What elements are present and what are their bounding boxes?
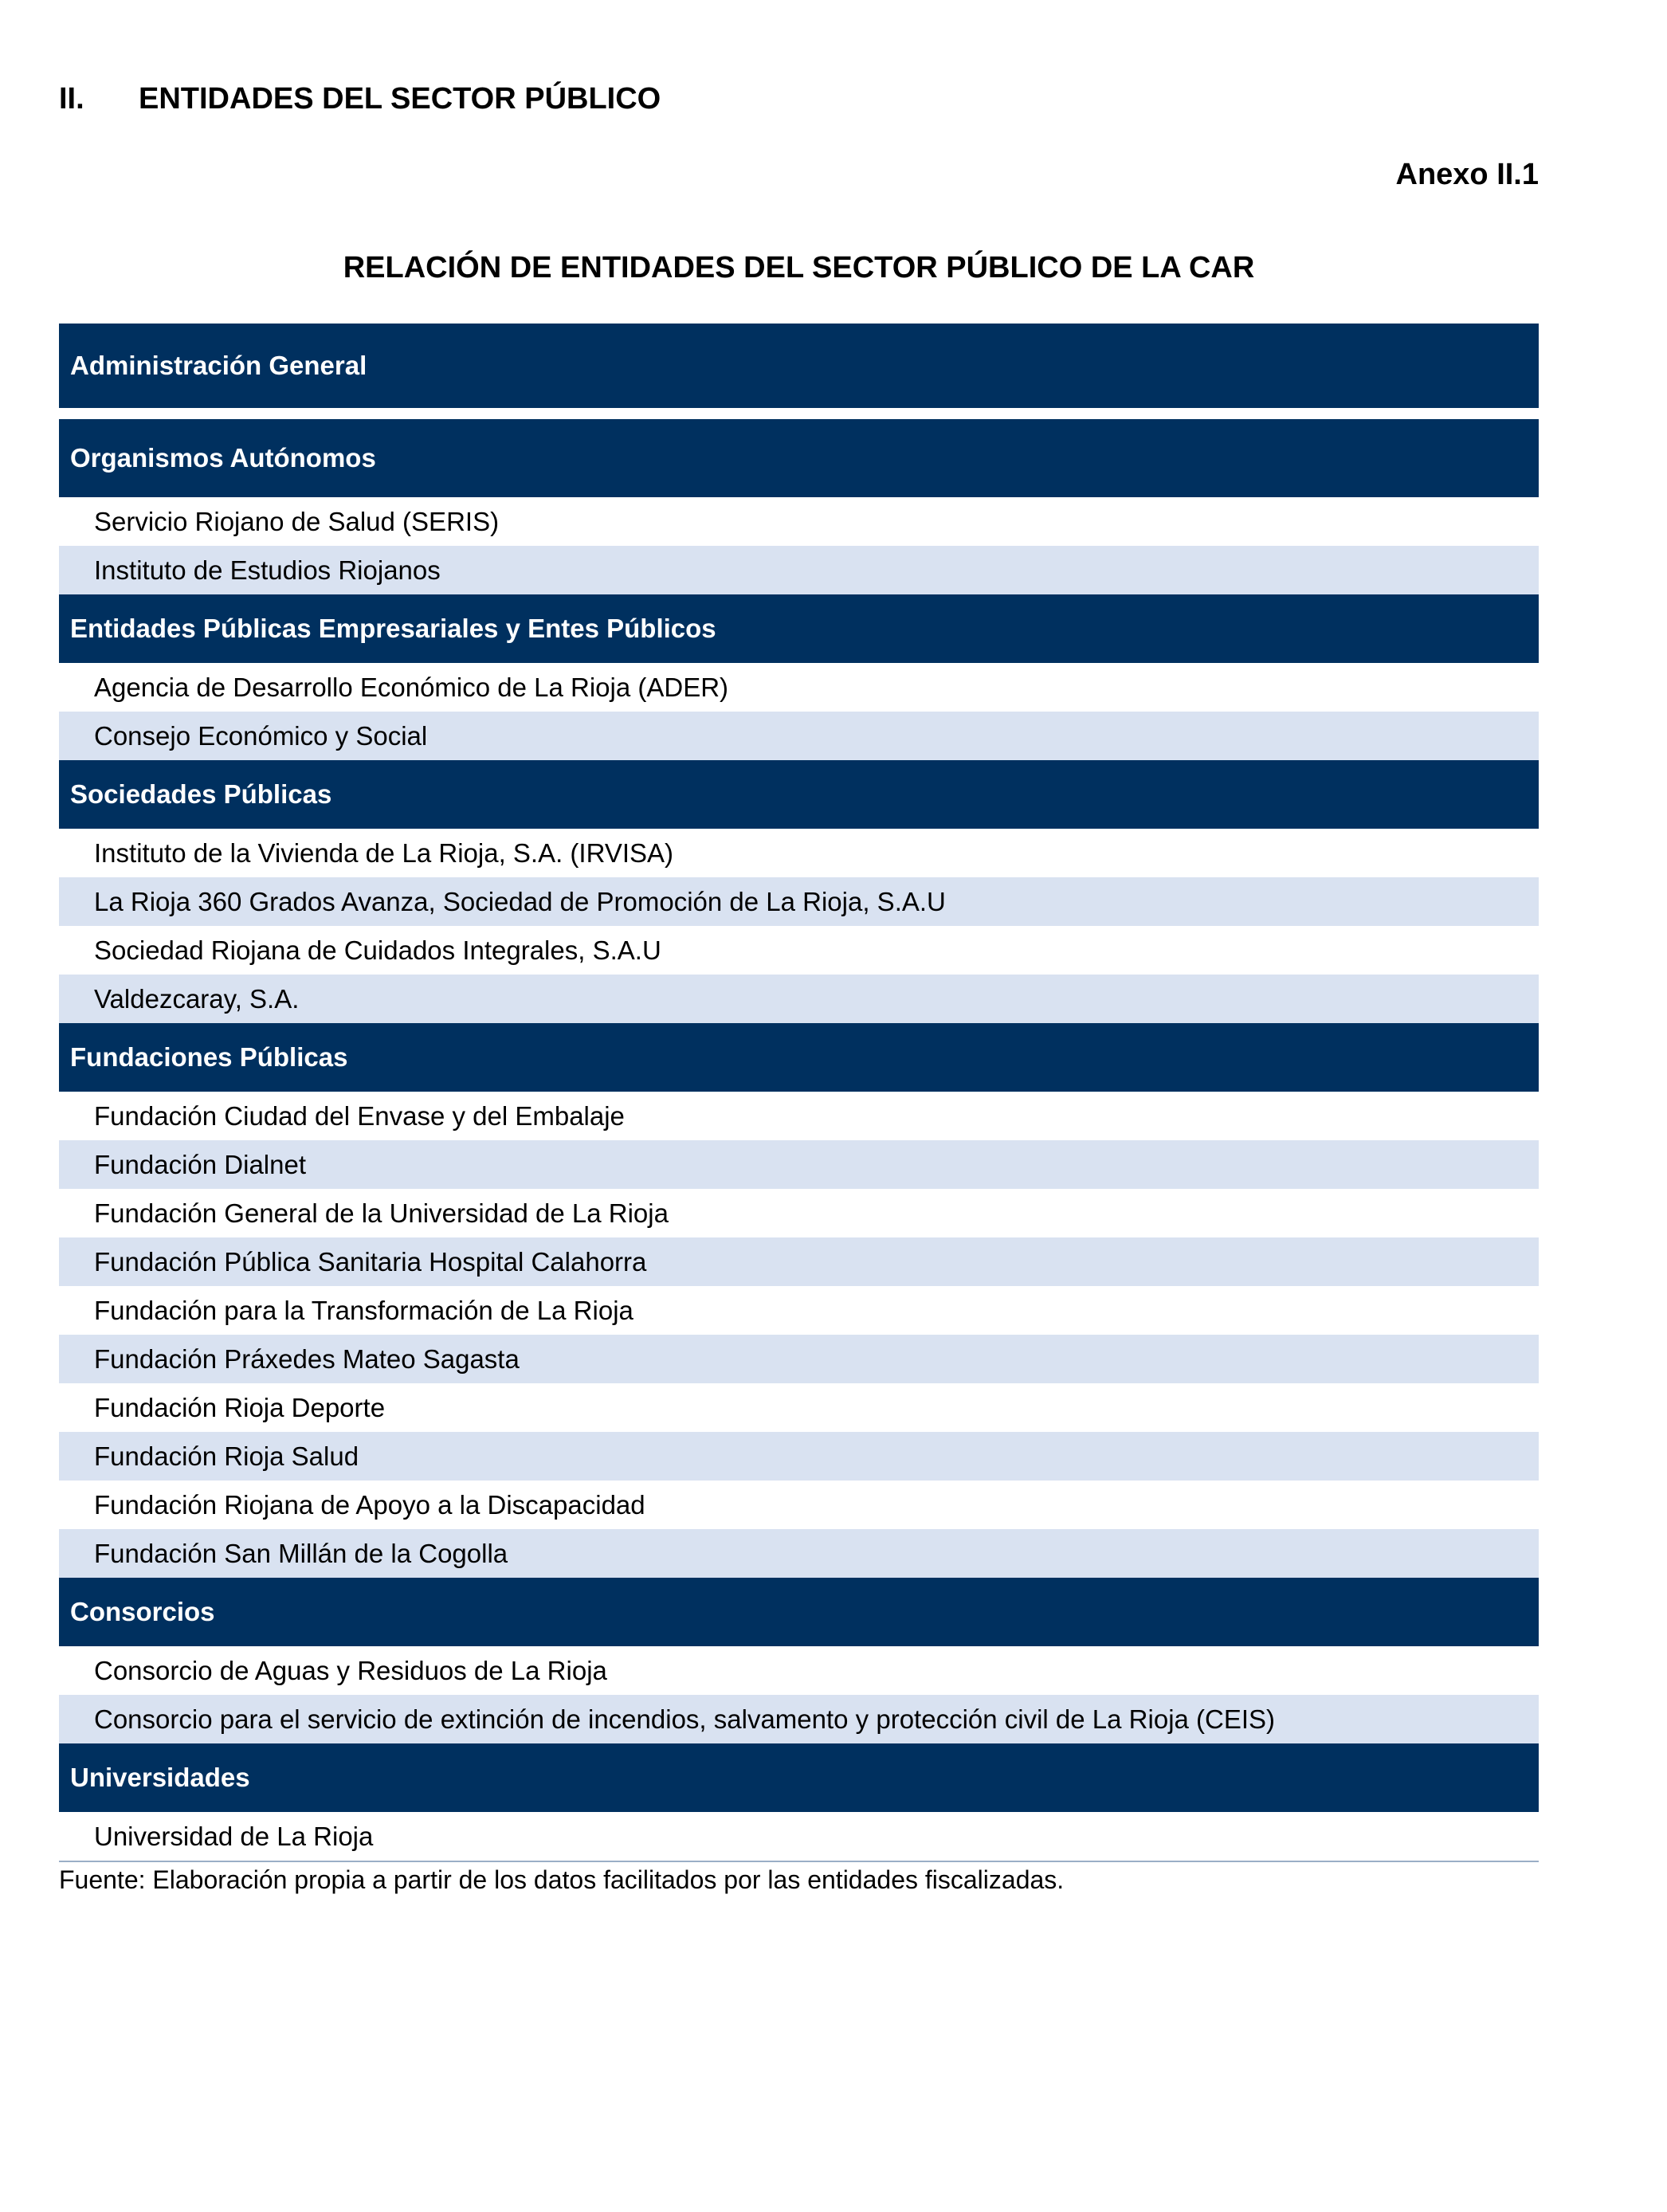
table-row: Consejo Económico y Social	[59, 712, 1539, 760]
table-row: Fundación Dialnet	[59, 1140, 1539, 1189]
table-row: Agencia de Desarrollo Económico de La Rioja (ADER)	[59, 663, 1539, 712]
table-row: Fundación Rioja Deporte	[59, 1383, 1539, 1432]
table-row: Instituto de la Vivienda de La Rioja, S.A. (IRVISA)	[59, 829, 1539, 877]
table-row: Instituto de Estudios Riojanos	[59, 546, 1539, 594]
table-row: Fundación Riojana de Apoyo a la Discapacidad	[59, 1481, 1539, 1529]
table-row: Consorcio para el servicio de extinción de incendios, salvamento y protección civil de La Rioja (CEIS)	[59, 1695, 1539, 1743]
section-title: ENTIDADES DEL SECTOR PÚBLICO	[139, 81, 661, 116]
table-row: La Rioja 360 Grados Avanza, Sociedad de Promoción de La Rioja, S.A.U	[59, 877, 1539, 926]
group-header: Administración General	[59, 324, 1539, 408]
table-row: Fundación para la Transformación de La Rioja	[59, 1286, 1539, 1335]
table-row: Universidad de La Rioja	[59, 1812, 1539, 1861]
source-note: Fuente: Elaboración propia a partir de los datos facilitados por las entidades fiscalizadas.	[59, 1865, 1065, 1894]
table-row: Fundación San Millán de la Cogolla	[59, 1529, 1539, 1578]
table-row: Fundación General de la Universidad de La Rioja	[59, 1189, 1539, 1237]
table-row: Fundación Ciudad del Envase y del Embalaje	[59, 1092, 1539, 1140]
table-row: Sociedad Riojana de Cuidados Integrales, S.A.U	[59, 926, 1539, 975]
group-header: Fundaciones Públicas	[59, 1023, 1539, 1092]
table-row: Consorcio de Aguas y Residuos de La Rioja	[59, 1646, 1539, 1695]
document-title: RELACIÓN DE ENTIDADES DEL SECTOR PÚBLICO DE LA CAR	[343, 251, 1255, 284]
table-row: Fundación Pública Sanitaria Hospital Calahorra	[59, 1237, 1539, 1286]
entity-table	[59, 324, 1539, 1897]
section-number: II.	[59, 81, 84, 116]
table-row: Fundación Rioja Salud	[59, 1432, 1539, 1481]
table-row: Valdezcaray, S.A.	[59, 975, 1539, 1023]
annex-label: Anexo II.1	[1395, 157, 1539, 191]
table-row: Servicio Riojano de Salud (SERIS)	[59, 497, 1539, 546]
group-header: Entidades Públicas Empresariales y Entes Públicos	[59, 594, 1539, 663]
group-header: Sociedades Públicas	[59, 760, 1539, 829]
group-header: Universidades	[59, 1743, 1539, 1812]
table-row: Fundación Práxedes Mateo Sagasta	[59, 1335, 1539, 1383]
section-heading	[59, 78, 661, 120]
group-header: Organismos Autónomos	[59, 419, 1539, 497]
group-header: Consorcios	[59, 1578, 1539, 1646]
